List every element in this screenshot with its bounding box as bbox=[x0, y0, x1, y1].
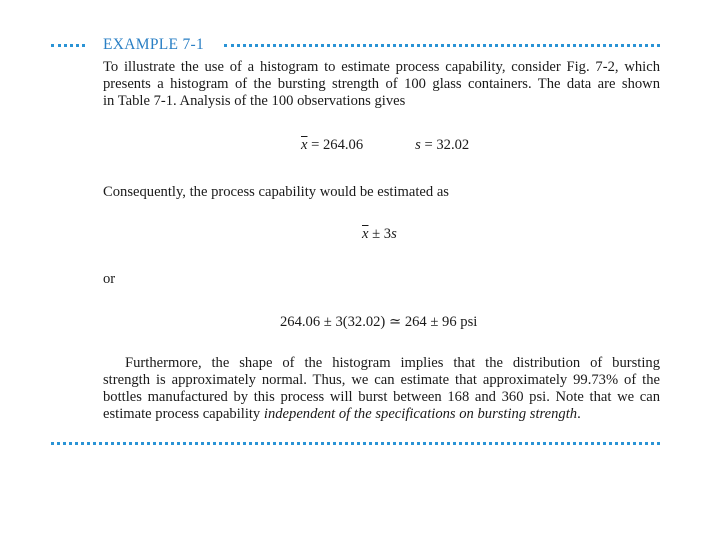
furthermore-paragraph bbox=[103, 355, 660, 423]
or-line: or bbox=[103, 271, 116, 287]
furthermore-last-plain: estimate process capability bbox=[103, 406, 264, 422]
result-left: 264.06 ± 3(32.02) bbox=[280, 314, 386, 330]
top-right-dotted-rule bbox=[224, 44, 660, 47]
intro-line: in Table 7-1. Analysis of the 100 observations gives bbox=[103, 93, 406, 109]
furthermore-last-end: . bbox=[577, 406, 581, 422]
result-right: 264 ± 96 psi bbox=[404, 314, 478, 330]
estimator-xbar: $\overline{x}$ bbox=[362, 226, 369, 242]
intro-paragraph bbox=[103, 59, 660, 110]
result-equation bbox=[280, 313, 477, 331]
intro-line: presents a histogram of the bursting strength of 100 glass containers. The data are shown bbox=[103, 76, 660, 92]
furthermore-last-italic: independent of the specifications on bursting strength bbox=[263, 406, 578, 422]
estimator-pm: ± 3 bbox=[368, 226, 392, 242]
consequently-text bbox=[103, 184, 660, 201]
consequently-line: Consequently, the process capability would be estimated as bbox=[103, 184, 449, 200]
intro-line: To illustrate the use of a histogram to estimate process capability, consider Fig. 7-2, which bbox=[103, 59, 660, 75]
furthermore-line: strength is approximately normal. Thus, we can estimate that approximately 99.73% of the bbox=[103, 372, 660, 388]
s-value: = 32.02 bbox=[420, 137, 470, 153]
example-heading: EXAMPLE 7-1 bbox=[103, 36, 205, 53]
estimator-equation bbox=[362, 226, 397, 243]
result-approx: ≃ bbox=[385, 314, 405, 330]
s-symbol: s bbox=[415, 137, 421, 153]
stats-equation bbox=[301, 137, 469, 154]
furthermore-line: bottles manufactured by this process will burst between 168 and 360 psi. Note that we can bbox=[103, 389, 660, 405]
furthermore-line: Furthermore, the shape of the histogram implies that the distribution of bursting bbox=[125, 355, 660, 371]
estimator-s: s bbox=[391, 226, 397, 242]
xbar-value: = 264.06 bbox=[307, 137, 364, 153]
bottom-dotted-rule bbox=[51, 442, 660, 445]
top-left-dotted-rule bbox=[51, 44, 85, 47]
or-text bbox=[103, 271, 660, 288]
xbar-symbol: $\overline{x}$ bbox=[301, 137, 308, 153]
furthermore-last-line bbox=[103, 406, 660, 423]
